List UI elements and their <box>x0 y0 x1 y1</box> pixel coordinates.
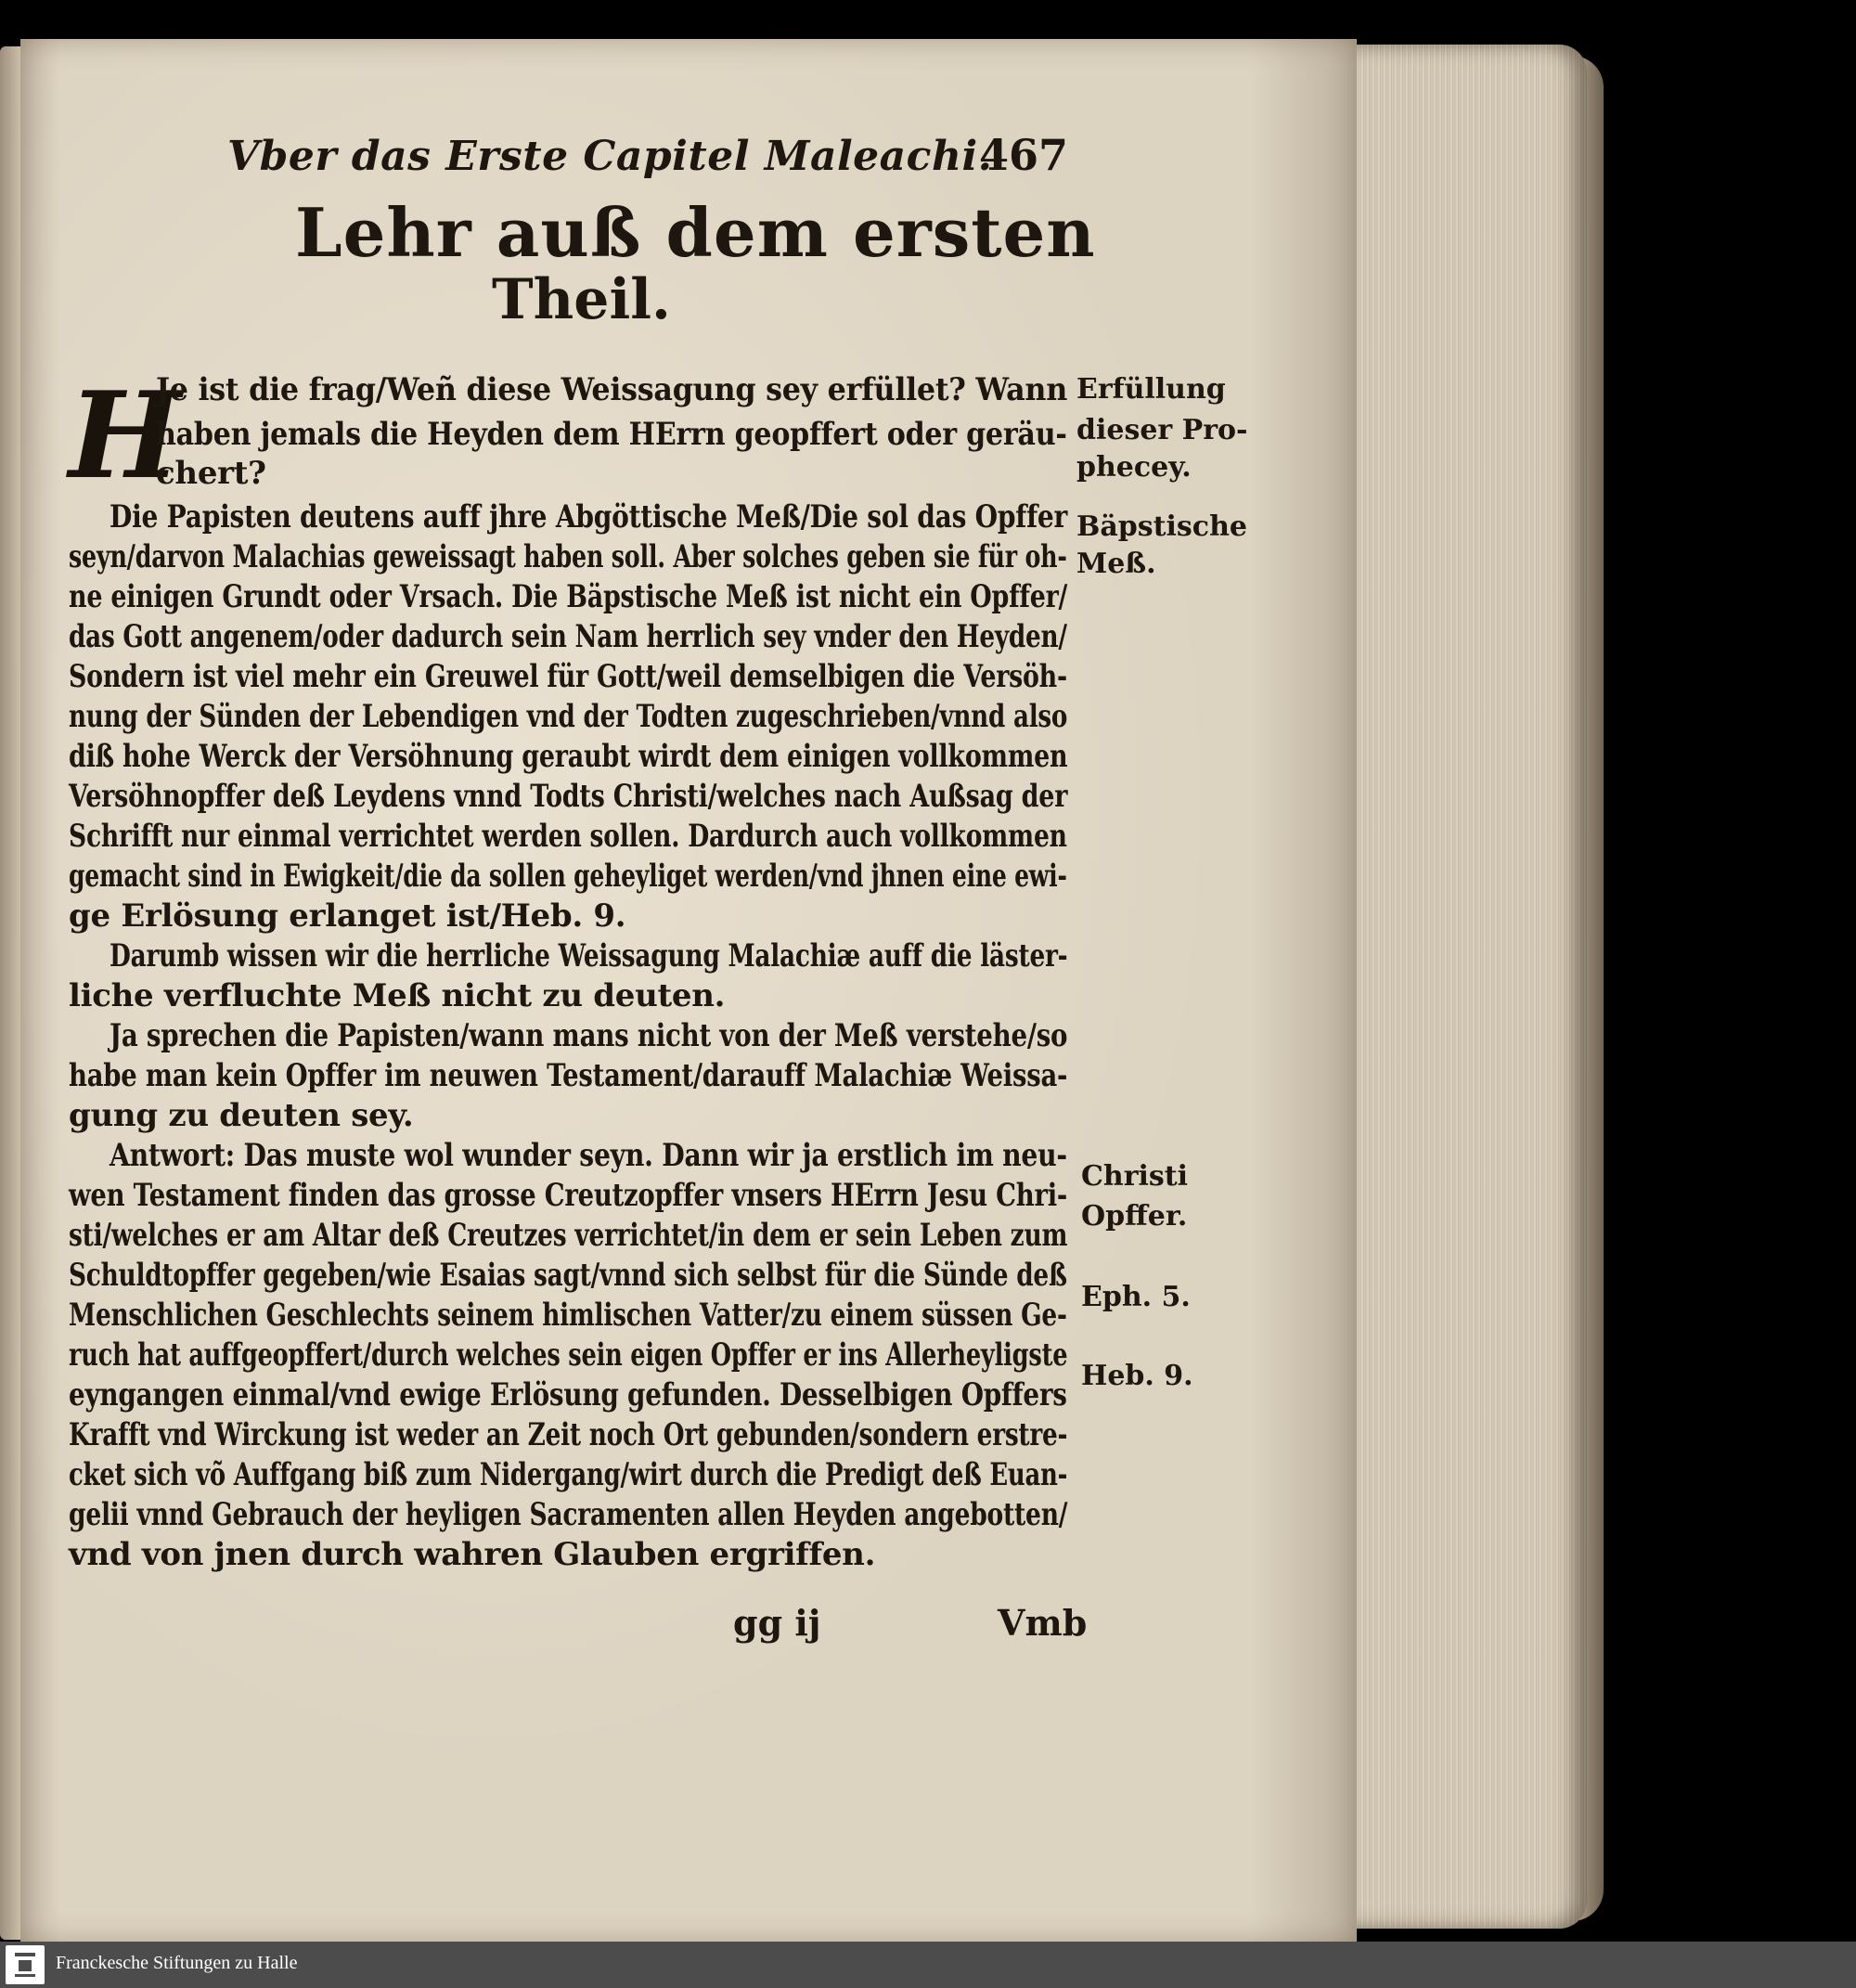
body-line: Krafft vnd Wirckung ist weder an Zeit noch Ort gebunden/sondern erstre- <box>69 1416 1068 1453</box>
running-head: Vber das Erste Capitel Maleachi. <box>227 133 993 180</box>
margin-note: dieser Pro- <box>1076 414 1248 446</box>
body-line: gung zu deuten sey. <box>69 1097 414 1134</box>
margin-note: phecey. <box>1076 451 1192 484</box>
body-line: sti/welches er am Altar deß Creutzes verrichtet/in dem er sein Leben zum <box>69 1217 1068 1254</box>
signature-mark: gg ij <box>733 1602 821 1644</box>
body-line: ge Erlösung erlanget ist/Heb. 9. <box>69 897 626 935</box>
body-line: ne einigen Grundt oder Vrsach. Die Bäpstische Meß ist nicht ein Opffer/ <box>69 578 1068 615</box>
body-line: Menschlichen Geschlechts seinem himlischen Vatter/zu einem süssen Ge- <box>69 1297 1067 1334</box>
institution-logo-icon <box>6 1945 45 1984</box>
body-line: nung der Sünden der Lebendigen vnd der Todten zugeschrieben/vnnd also <box>69 698 1068 735</box>
margin-note: Meß. <box>1076 548 1156 580</box>
body-line: Je ist die frag/Weñ diese Weissagung sey erfüllet? Wann <box>156 371 1068 408</box>
drop-cap-initial: H <box>69 367 181 506</box>
catchword: Vmb <box>998 1602 1088 1644</box>
body-line: das Gott angenem/oder dadurch sein Nam herrlich sey vnder den Heyden/ <box>69 618 1067 655</box>
body-line: Schuldtopffer gegeben/wie Esaias sagt/vnnd sich selbst für die Sünde deß <box>69 1257 1067 1294</box>
body-line: haben jemals die Heyden dem HErrn geopffert oder geräu- <box>156 416 1067 453</box>
body-line: gelii vnnd Gebrauch der heyligen Sacramenten allen Heyden angebotten/ <box>69 1496 1068 1533</box>
page-fore-edge <box>1336 45 1587 1929</box>
body-line: diß hohe Werck der Versöhnung geraubt wirdt dem einigen vollkommen <box>69 738 1068 775</box>
body-line: gemacht sind in Ewigkeit/die da sollen geheyliget werden/vnd jhnen eine ewi- <box>69 858 1067 895</box>
body-line: Schrifft nur einmal verrichtet werden sollen. Dardurch auch vollkommen <box>69 818 1067 855</box>
body-line: habe man kein Opffer im neuwen Testament/darauff Malachiæ Weissa- <box>69 1057 1068 1094</box>
body-line: Versöhnopffer deß Leydens vnnd Todts Christi/welches nach Außsag der <box>69 778 1068 815</box>
margin-note: Opffer. <box>1081 1200 1188 1233</box>
body-line: ruch hat auffgeopffert/durch welches sein eigen Opffer er ins Allerheyligste <box>69 1336 1068 1374</box>
body-line: Darumb wissen wir die herrliche Weissagung Malachiæ auff die läster- <box>110 937 1068 975</box>
viewer-footer <box>0 1942 1856 1988</box>
margin-note: Eph. 5. <box>1081 1281 1191 1313</box>
margin-note: Christi <box>1081 1160 1189 1193</box>
section-title-continued: Theil. <box>492 267 671 332</box>
page-number: 467 <box>979 130 1069 180</box>
margin-note: Erfüllung <box>1076 373 1226 406</box>
body-line: seyn/darvon Malachias geweissagt haben soll. Aber solches geben sie für oh- <box>69 538 1067 575</box>
margin-note: Bäpstische <box>1076 510 1247 543</box>
body-line: chert? <box>156 455 266 492</box>
body-line: eyngangen einmal/vnd ewige Erlösung gefunden. Desselbigen Opffers <box>69 1376 1067 1414</box>
body-line: wen Testament finden das grosse Creutzopffer vnsers HErrn Jesu Chri- <box>69 1177 1068 1214</box>
body-line: vnd von jnen durch wahren Glauben ergriffen. <box>69 1536 876 1573</box>
body-line: Ja sprechen die Papisten/wann mans nicht von der Meß verstehe/so <box>110 1017 1068 1054</box>
institution-name: Franckesche Stiftungen zu Halle <box>56 1953 298 1973</box>
body-line: Antwort: Das muste wol wunder seyn. Dann wir ja erstlich im neu- <box>110 1137 1067 1174</box>
body-line: Die Papisten deutens auff jhre Abgöttische Meß/Die sol das Opffer <box>110 498 1068 536</box>
body-line: liche verfluchte Meß nicht zu deuten. <box>69 977 726 1014</box>
margin-note: Heb. 9. <box>1081 1360 1193 1392</box>
section-title: Lehr auß dem ersten <box>295 193 1096 272</box>
body-line: cket sich võ Auffgang biß zum Nidergang/wirt durch die Predigt deß Euan- <box>69 1456 1068 1493</box>
body-line: Sondern ist viel mehr ein Greuwel für Gott/weil demselbigen die Versöh- <box>69 658 1067 695</box>
